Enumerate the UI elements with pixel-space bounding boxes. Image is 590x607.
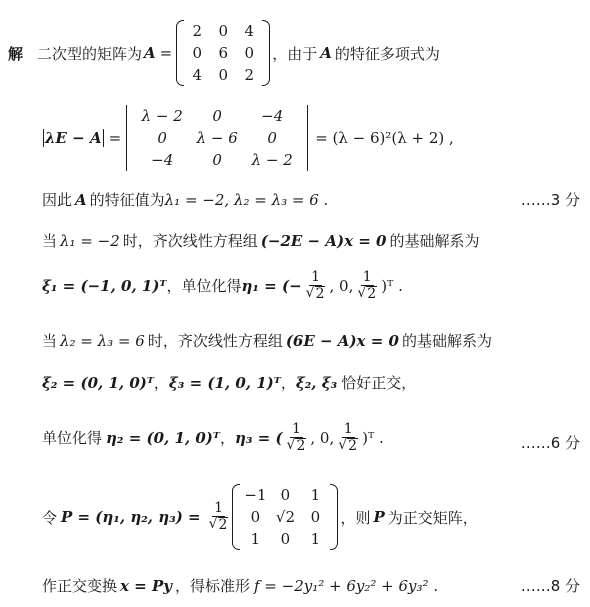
matrix-p-def: P = (η₁, η₂, η₃) = (61, 508, 201, 526)
score-3: ……3 分 (520, 191, 580, 209)
sqrt-arg: 2 (296, 437, 306, 454)
eta1: η₁ = (− (241, 276, 302, 295)
matrix-cell: −1 (244, 486, 267, 504)
line-standard-form (42, 575, 438, 596)
text: 时，齐次线性方程组 (147, 332, 283, 350)
transpose: )ᵀ . (381, 276, 403, 295)
text: 因此 (42, 191, 73, 209)
line-case-lambda1 (42, 230, 479, 251)
line-characteristic-polynomial (42, 103, 454, 173)
matrix-a (176, 18, 270, 88)
standard-form: f = −2y₁² + 6y₂² + 6y₃² . (253, 576, 439, 595)
text: ，单位化得 (166, 277, 242, 296)
eta2: η₂ = (0, 1, 0)ᵀ (106, 428, 220, 447)
text: 的特征值为 (89, 191, 165, 209)
text: 当 (42, 232, 58, 250)
sqrt-arg: 2 (218, 517, 228, 533)
fraction (355, 270, 379, 301)
line-xi2-xi3 (42, 372, 416, 393)
line-eta2-eta3 (42, 422, 384, 453)
abs-bar (103, 129, 104, 147)
matrix-cell: 0 (157, 129, 167, 147)
text: 单位化得 (42, 429, 103, 448)
transpose: )ᵀ . (362, 428, 384, 447)
text: 的基础解系为 (401, 332, 492, 350)
determinant (125, 103, 309, 173)
matrix-cell: λ − 2 (141, 107, 183, 125)
numerator: 1 (292, 421, 301, 437)
line-matrix-a (8, 18, 440, 88)
denominator: √ 2 (305, 284, 325, 302)
numerator: 1 (343, 421, 353, 437)
score-8: ……8 分 (520, 577, 580, 595)
matrix-cell: 0 (280, 486, 291, 504)
xi2: ξ₂ = (0, 1, 0)ᵀ (42, 373, 154, 392)
matrix-cell: 0 (212, 151, 222, 169)
matrix-cell: 2 (244, 66, 255, 84)
polynomial: = (λ − 6)²(λ + 2) , (315, 129, 454, 147)
matrix-cell: 1 (250, 530, 261, 548)
matrix-cell: 4 (244, 22, 255, 40)
matrix-cell: 0 (267, 129, 277, 147)
var-a: A (75, 190, 87, 209)
matrix-cell: 0 (250, 508, 261, 526)
matrix-p (232, 482, 338, 552)
fraction (304, 270, 328, 301)
solution-label: 解 (8, 44, 24, 63)
text: 当 (42, 332, 58, 350)
condition: λ₂ = λ₃ = 6 (60, 331, 145, 350)
matrix-cell: 0 (244, 44, 255, 62)
matrix-cell: 1 (310, 530, 321, 548)
xi3: ξ₃ = (1, 0, 1)ᵀ (168, 373, 281, 392)
line-matrix-p (42, 482, 478, 552)
denominator: √ 2 (286, 436, 306, 454)
text: ，得标准形 (174, 577, 250, 595)
text: 恰好正交， (341, 374, 417, 392)
xi-pair: ξ₂, ξ₃ (295, 373, 338, 392)
equals: = (108, 129, 122, 147)
sqrt-arg: 2 (348, 437, 358, 454)
denominator: √ 2 (208, 516, 228, 533)
score-6: ……6 分 (520, 434, 580, 452)
condition: λ₁ = −2 (60, 231, 120, 250)
comma: , 0, (310, 428, 335, 447)
eigenvalues: λ₁ = −2, λ₂ = λ₃ = 6 . (164, 190, 329, 209)
equals: = (159, 44, 173, 62)
text: 为正交矩阵， (387, 508, 478, 527)
text: 二次型的矩阵为 (37, 44, 143, 63)
matrix-cell: 2 (192, 22, 203, 40)
abs-bar (43, 129, 44, 147)
matrix-cell: λ − 2 (251, 151, 293, 169)
comma: , 0, (329, 276, 354, 295)
matrix-cell: 0 (280, 530, 291, 548)
equation: (6E − A)x = 0 (285, 331, 399, 350)
sqrt-arg: 2 (367, 285, 377, 302)
text: ，则 (340, 508, 371, 527)
matrix-cell: 4 (192, 66, 203, 84)
matrix-cell: 1 (310, 486, 321, 504)
line-xi1 (42, 270, 403, 301)
numerator: 1 (214, 500, 223, 517)
matrix-cell: √2 (275, 508, 295, 526)
text: 令 (42, 508, 58, 527)
matrix-cell: 0 (212, 107, 222, 125)
matrix-cell: λ − 6 (196, 129, 238, 147)
line-eigenvalues (42, 189, 328, 210)
matrix-cell: 0 (310, 508, 321, 526)
numerator: 1 (362, 269, 372, 285)
equation: (−2E − A)x = 0 (260, 231, 387, 250)
text: 时，齐次线性方程组 (122, 232, 258, 250)
xi1: ξ₁ = (−1, 0, 1)ᵀ (42, 276, 167, 295)
matrix-cell: 0 (218, 66, 229, 84)
matrix-cell: 6 (218, 44, 229, 62)
var-a: A (144, 44, 156, 62)
fraction (285, 422, 309, 453)
fraction (336, 422, 360, 453)
separator: ， (153, 374, 169, 392)
text: 作正交变换 (42, 577, 118, 595)
var-a: A (320, 44, 332, 62)
sqrt-arg: 2 (315, 285, 325, 302)
separator: ， (280, 374, 296, 392)
eta3: η₃ = ( (234, 428, 283, 447)
fraction (207, 501, 231, 532)
denominator: √ 2 (357, 284, 377, 302)
matrix-cell: −4 (261, 107, 284, 125)
text: 的基础解系为 (389, 232, 480, 250)
text: 的特征多项式为 (334, 44, 440, 63)
matrix-cell: 0 (192, 44, 203, 62)
denominator: √ 2 (338, 436, 358, 454)
text: ，由于 (272, 44, 318, 63)
orthogonal-transform: x = Py (120, 576, 172, 595)
line-case-lambda23 (42, 330, 492, 351)
var-p: P (373, 508, 385, 526)
matrix-cell: 0 (218, 22, 229, 40)
numerator: 1 (311, 269, 321, 285)
separator: ， (219, 429, 235, 448)
matrix-cell: −4 (151, 151, 174, 169)
lambda-e-minus-a: λE − A (45, 129, 102, 147)
